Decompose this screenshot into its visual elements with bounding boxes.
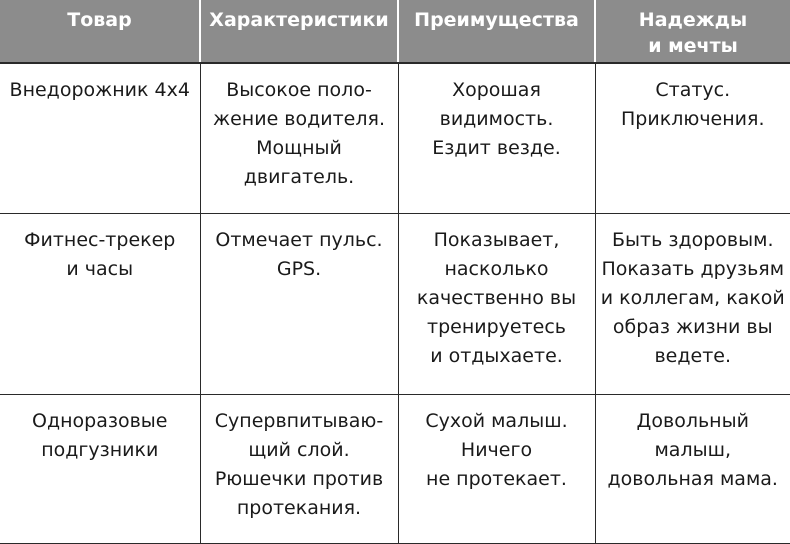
cell-hopes-dreams: Довольный малыш, довольная мама. [595, 395, 790, 544]
table-row [0, 214, 790, 395]
table-body [0, 63, 790, 544]
cell-features: Отмечает пульс. GPS. [200, 214, 398, 395]
cell-benefits: Сухой малыш. Ничего не протекает. [398, 395, 595, 544]
header-features: Характеристики [200, 0, 398, 63]
cell-hopes-dreams: Быть здоровым. Показать друзьям и коллегам, какой образ жизни вы ведете. [595, 214, 790, 395]
cell-product: Внедорожник 4х4 [0, 63, 200, 214]
header-benefits: Преимущества [398, 0, 595, 63]
table-row [0, 63, 790, 214]
cell-features: Супервпитываю- щий слой. Рюшечки против протекания. [200, 395, 398, 544]
cell-product: Одноразовые подгузники [0, 395, 200, 544]
cell-hopes-dreams: Статус. Приключения. [595, 63, 790, 214]
table-header [0, 0, 790, 63]
header-row [0, 0, 790, 63]
cell-features: Высокое поло- жение водителя. Мощный двигатель. [200, 63, 398, 214]
cell-benefits: Показывает, насколько качественно вы тренируетесь и отдыхаете. [398, 214, 595, 395]
table-row [0, 395, 790, 544]
header-product: Товар [0, 0, 200, 63]
cell-benefits: Хорошая видимость. Ездит везде. [398, 63, 595, 214]
header-hopes-dreams: Надежды и мечты [595, 0, 790, 63]
cell-product: Фитнес-трекер и часы [0, 214, 200, 395]
